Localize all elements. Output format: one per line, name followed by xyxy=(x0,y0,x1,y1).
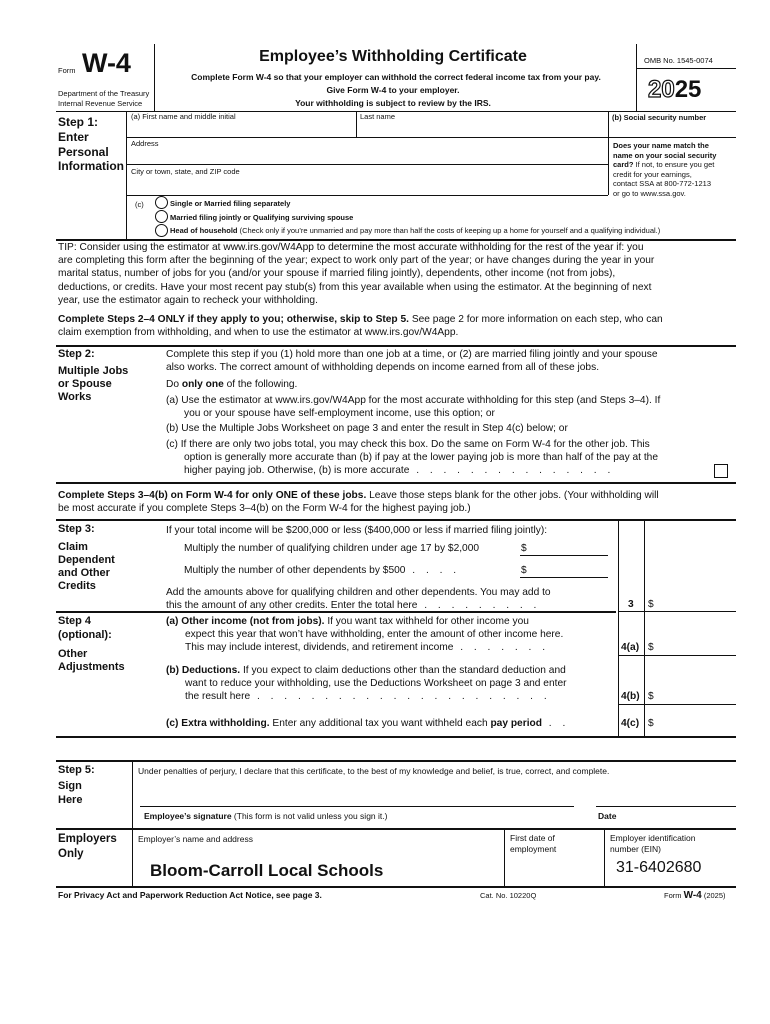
first-name-label: (a) First name and middle initial xyxy=(131,112,236,121)
catalog-number: Cat. No. 10220Q xyxy=(480,891,537,900)
ein-value[interactable]: 31-6402680 xyxy=(616,859,702,876)
form-title: Employee’s Withholding Certificate xyxy=(259,48,527,65)
option-a: (a) Use the estimator at www.irs.gov/W4App for the most accurate withholding for this step (and Steps 3–4). If you or your spouse have self-employment income, use this option; or xyxy=(166,395,661,420)
first-date-input[interactable] xyxy=(506,858,602,884)
signature-label: Employee’s signature (This form is not valid unless you sign it.) xyxy=(144,811,388,821)
city-state-zip-input[interactable] xyxy=(127,176,607,194)
option-c: (c) If there are only two jobs total, you may check this box. Do the same on Form W-4 for the other job. This option is generally more accurate than (b) if pay at the lower paying job is more than half of the pay at the higher paying job. Otherwise, (b) is more accurate . . . . . . . . . . . . . . . xyxy=(166,439,658,477)
date-label: Date xyxy=(598,811,617,821)
head-of-household-label: Head of household (Check only if you’re unmarried and pay more than half the costs of keeping up a home for yourself and a qualifying individual.) xyxy=(170,226,661,235)
line-4b-number: 4(b) xyxy=(621,691,640,702)
last-name-label: Last name xyxy=(360,112,396,121)
line-3-number: 3 xyxy=(628,599,634,610)
head-of-household-radio[interactable] xyxy=(155,224,168,237)
step4-label: Step 4 xyxy=(58,615,92,627)
option-b: (b) Use the Multiple Jobs Worksheet on page 3 and enter the result in Step 4(c) below; or xyxy=(166,423,568,434)
step3-label: Step 3: xyxy=(58,523,95,535)
tip-paragraph: TIP: Consider using the estimator at www.irs.gov/W4App to determine the most accurate withholding for the rest of the year if: you are completing this form after the beginning of the year; expect to work only part of the year; or have changes during the year in your marital status, number of jobs for you (and/or your spouse if married filing jointly), dependents, other income (not from jobs), deductions, or credits. Have your most recent pay stub(s) from this year available when using the estimator. At the beginning of next year, use the estimator again to recheck your withholding. xyxy=(58,242,655,306)
privacy-notice: For Privacy Act and Paperwork Reduction Act Notice, see page 3. xyxy=(58,890,322,900)
line-3-amount-input[interactable] xyxy=(656,596,736,610)
married-jointly-radio[interactable] xyxy=(155,210,168,223)
last-name-input[interactable] xyxy=(357,121,607,137)
ssn-input[interactable] xyxy=(609,123,735,137)
step2-label: Step 2: xyxy=(58,348,95,360)
line-4a-amount-input[interactable] xyxy=(656,639,736,653)
irs-label: Internal Revenue Service xyxy=(58,99,143,108)
ein-label: Employer identification number (EIN) xyxy=(610,833,696,854)
employer-name-value[interactable]: Bloom-Carroll Local Schools xyxy=(150,861,384,880)
two-jobs-checkbox[interactable] xyxy=(714,464,728,478)
form-name: W-4 xyxy=(82,48,131,78)
married-jointly-label: Married filing jointly or Qualifying surviving spouse xyxy=(170,213,354,222)
complete-steps-note: Complete Steps 2–4 ONLY if they apply to you; otherwise, skip to Step 5. See page 2 for more information on each step, who can claim exemption from withholding, and when to use the estimator at www.irs.gov/W4App. xyxy=(58,314,663,339)
line-4a-text: (a) Other income (not from jobs). If you want tax withheld for other income you expect this year that won’t have withholding, enter the amount of other income here. This may include interest, dividends, and retirement income . . . . . . . xyxy=(166,616,564,654)
other-dependents-amount-input[interactable] xyxy=(530,562,608,576)
other-dependents-line: Multiply the number of other dependents by $500 . . . . xyxy=(184,565,461,576)
children-line: Multiply the number of qualifying children under age 17 by $2,000 xyxy=(184,543,480,554)
employer-name-label: Employer’s name and address xyxy=(138,834,253,844)
ssn-note: Does your name match the name on your social security card? If not, to ensure you get credit for your earnings, contact SSA at 800-772-1213 or go to www.ssa.gov. xyxy=(613,141,717,198)
footer-form-label: Form W-4 (2025) xyxy=(664,890,726,901)
subtitle-2: Give Form W-4 to your employer. xyxy=(326,85,460,95)
subtitle-1: Complete Form W-4 so that your employer can withhold the correct federal income tax from your pay. xyxy=(191,72,601,82)
first-date-label: First date of employment xyxy=(510,833,557,854)
children-amount-input[interactable] xyxy=(530,540,608,554)
perjury-statement: Under penalties of perjury, I declare that this certificate, to the best of my knowledge and belief, is true, correct, and complete. xyxy=(138,766,610,776)
omb-number: OMB No. 1545-0074 xyxy=(644,56,713,65)
dept-treasury: Department of the Treasury xyxy=(58,89,150,98)
single-radio[interactable] xyxy=(155,196,168,209)
step1-label: Step 1: xyxy=(58,115,99,129)
line-4c-text: (c) Extra withholding. Enter any additional tax you want withheld each pay period . . xyxy=(166,718,570,729)
complete-34-note: Complete Steps 3–4(b) on Form W-4 for only ONE of these jobs. Leave those steps blank for the other jobs. (Your withholding will be most accurate if you complete Steps 3–4(b) on the Form W-4 for the highest paying job.) xyxy=(58,490,659,515)
employee-signature-field[interactable] xyxy=(140,782,570,804)
step5-label: Step 5: xyxy=(58,764,95,776)
line-4b-text: (b) Deductions. If you expect to claim deductions other than the standard deduction and want to reduce your withholding, use the Deductions Worksheet on page 3 and enter the result here . . . . . . . . . . . . . . . . . . . . . . xyxy=(166,665,567,703)
signature-date-field[interactable] xyxy=(596,782,736,804)
first-name-input[interactable] xyxy=(127,121,355,137)
line-4a-number: 4(a) xyxy=(621,642,640,653)
line-4c-amount-input[interactable] xyxy=(656,715,736,729)
form-label: Form xyxy=(58,66,76,75)
single-label: Single or Married filing separately xyxy=(170,199,291,208)
ssn-label: (b) Social security number xyxy=(612,113,707,122)
line-4b-amount-input[interactable] xyxy=(656,688,736,702)
filing-status-label: (c) xyxy=(135,200,144,209)
address-label: Address xyxy=(131,139,159,148)
line-4c-number: 4(c) xyxy=(621,718,640,729)
employers-label: Employers xyxy=(58,833,117,845)
subtitle-3: Your withholding is subject to review by the IRS. xyxy=(295,98,491,108)
address-input[interactable] xyxy=(127,148,607,163)
city-label: City or town, state, and ZIP code xyxy=(131,167,240,176)
tax-year: 2025 xyxy=(648,76,702,103)
